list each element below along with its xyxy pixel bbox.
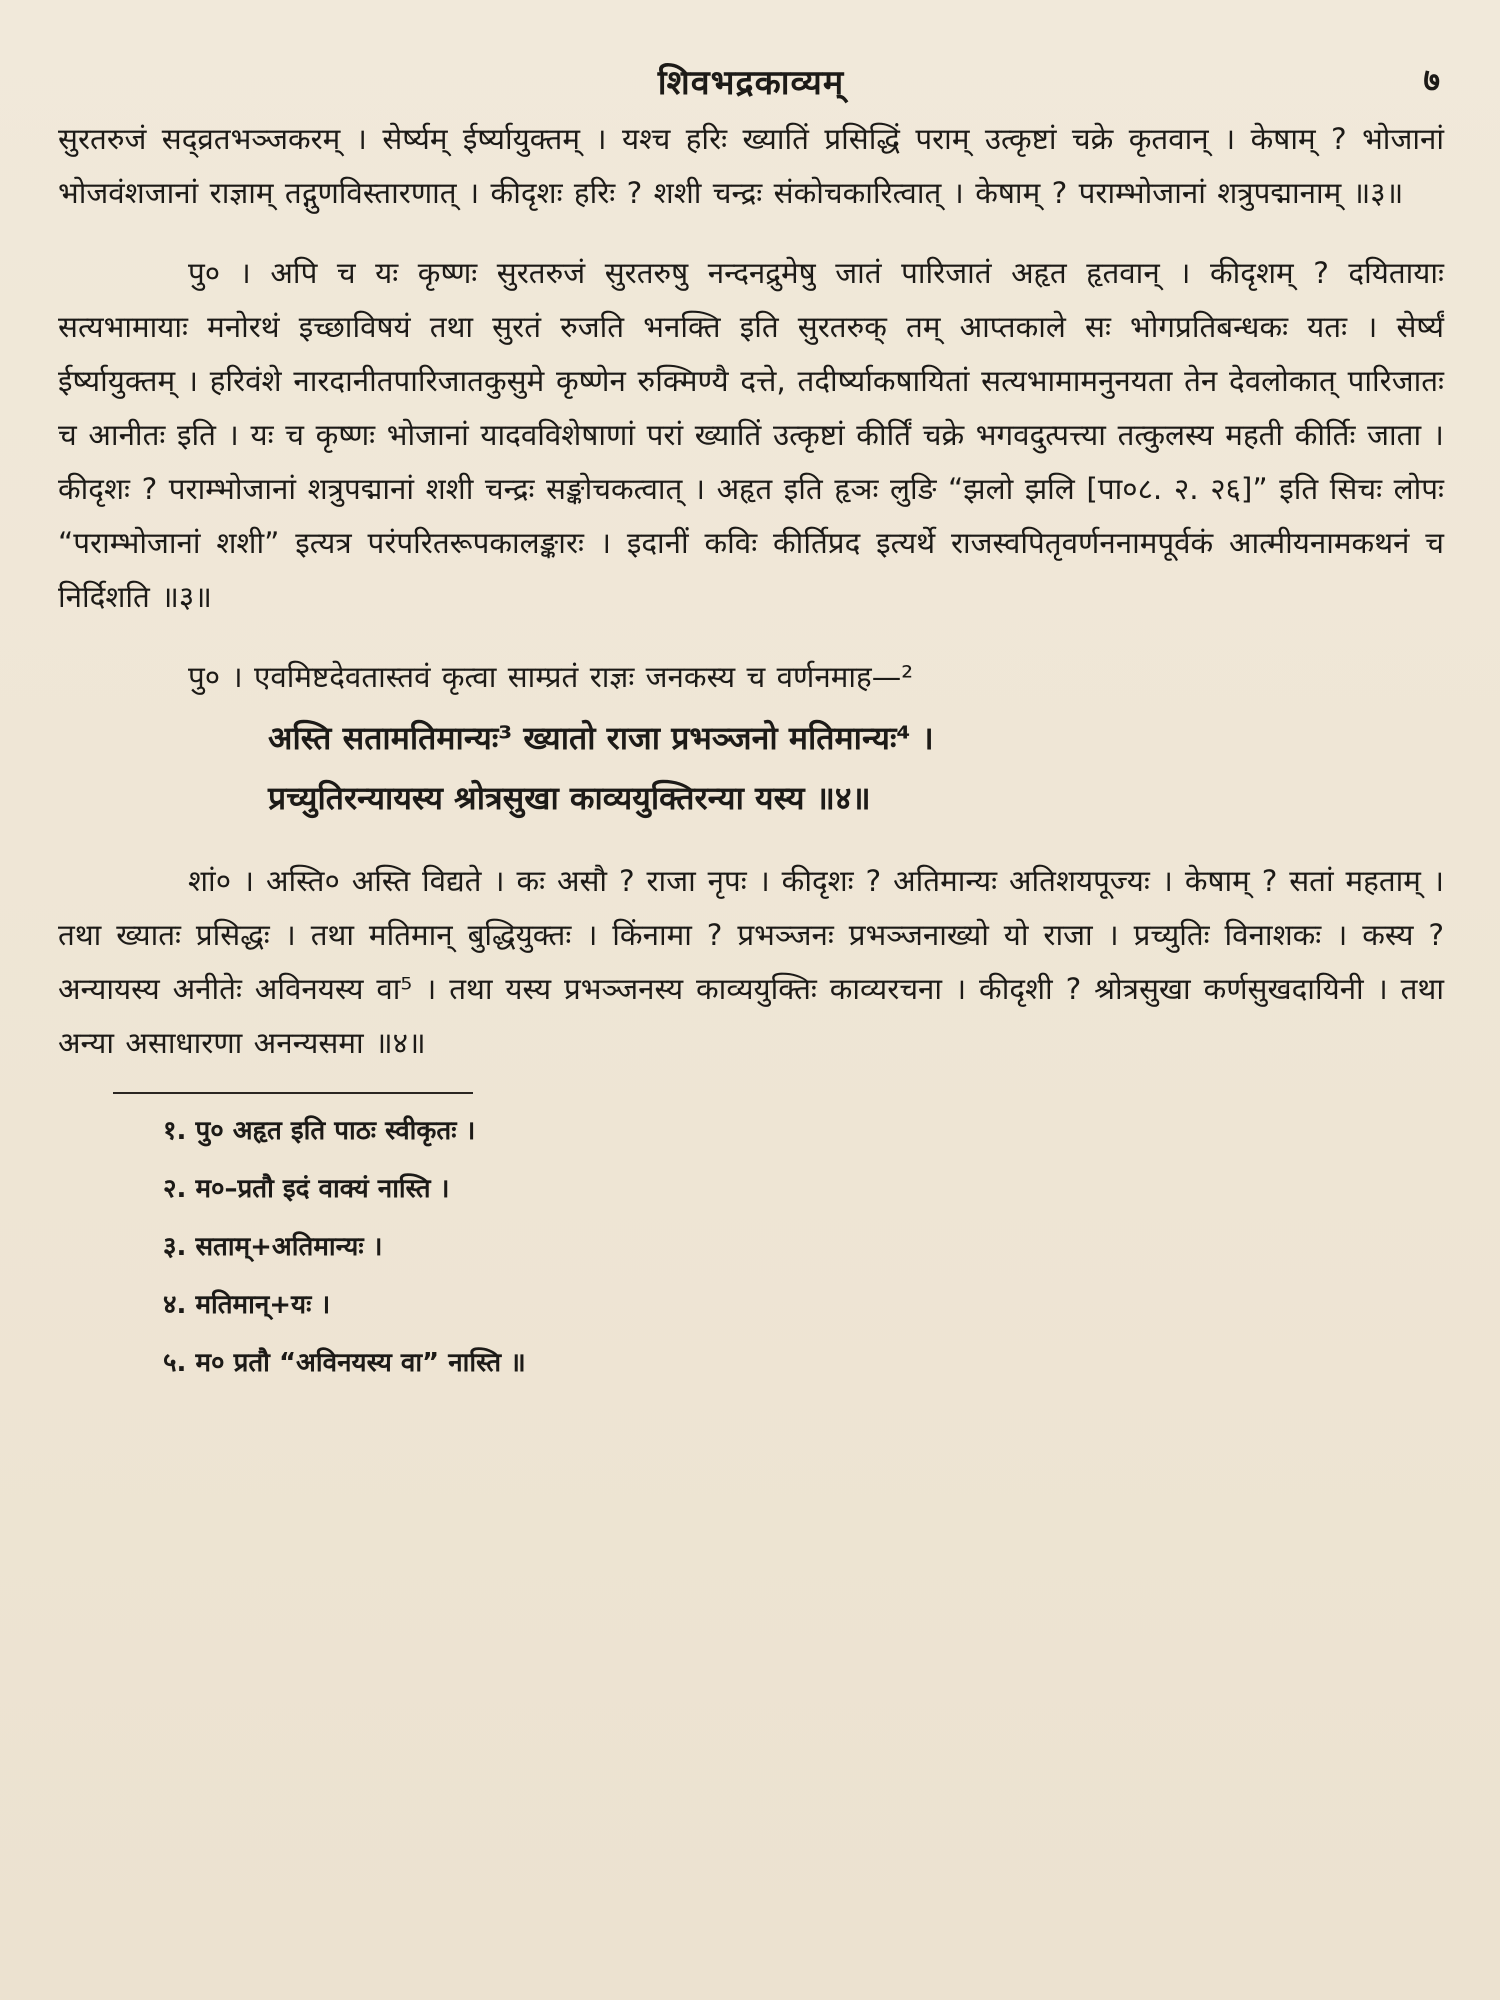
footnote-3: ३. सताम्+अतिमान्यः । (163, 1232, 383, 1262)
footnote-2: २. म०–प्रतौ इदं वाक्यं नास्ति । (163, 1174, 450, 1204)
footnotes (58, 1102, 1444, 1392)
verse-line-1: अस्ति सतामतिमान्यः³ ख्यातो राजा प्रभञ्जनो मतिमान्यः⁴ । (268, 719, 934, 757)
page-header (58, 52, 1444, 112)
footnote-divider (113, 1092, 473, 1094)
commentary-paragraph: शां० । अस्ति० अस्ति विद्यते । कः असौ ? राजा नृपः । कीदृशः ? अतिमान्यः अतिशयपूज्यः । केषाम् ? सतां महताम् । तथा ख्यातः प्रसिद्धः । तथा मतिमान् बुद्धियुक्तः । किंनामा ? प्रभञ्जनः प्रभञ्जनाख्यो यो राजा । प्रच्युतिः विनाशकः । कस्य ? अन्यायस्य अनीतेः अविनयस्य वा⁵ । तथा यस्य प्रभञ्जनस्य काव्ययुक्तिः काव्यरचना । कीदृशी ? श्रोत्रसुखा कर्णसुखदायिनी । तथा अन्या असाधारणा अनन्यसमा ॥४॥ (58, 864, 1444, 1060)
running-title: शिवभद्रकाव्यम् (657, 63, 845, 103)
paragraph-1: सुरतरुजं सद्व्रतभञ्जकरम् । सेर्ष्यम् ईर्ष्यायुक्तम् । यश्च हरिः ख्यातिं प्रसिद्धिं पराम् उत्कृष्टां चक्रे कृतवान् । केषाम् ? भोजानां भोजवंशजानां राज्ञाम् तद्गुणविस्तारणात् । कीदृशः हरिः ? शशी चन्द्रः संकोचकारित्वात् । केषाम् ? पराम्भोजानां शत्रुपद्मानाम् ॥३॥ (58, 122, 1444, 210)
paragraph-3: पु० । एवमिष्टदेवतास्तवं कृत्वा साम्प्रतं राज्ञः जनकस्य च वर्णनमाह—² (188, 660, 914, 694)
verse-line-2: प्रच्युतिरन्यायस्य श्रोत्रसुखा काव्ययुक्तिरन्या यस्य ॥४॥ (268, 779, 871, 817)
footnote-4: ४. मतिमान्+यः । (163, 1290, 331, 1320)
paragraph-2: पु० । अपि च यः कृष्णः सुरतरुजं सुरतरुषु नन्दनद्रुमेषु जातं पारिजातं अहृत हृतवान् । कीदृशम् ? दयितायाः सत्यभामायाः मनोरथं इच्छाविषयं तथा सुरतं रुजति भनक्ति इति सुरतरुक् तम् आप्तकाले सः भोगप्रतिबन्धकः यतः । सेर्ष्यं ईर्ष्यायुक्तम् । हरिवंशे नारदानीतपारिजातकुसुमे कृष्णेन रुक्मिण्यै दत्ते, तदीर्ष्याकषायितां सत्यभामामनुनयता तेन देवलोकात् पारिजातः च आनीतः इति । यः च कृष्णः भोजानां यादवविशेषाणां परां ख्यातिं उत्कृष्टां कीर्तिं चक्रे भगवदुत्पत्त्या तत्कुलस्य महती कीर्तिः जाता । कीदृशः ? पराम्भोजानां शत्रुपद्मानां शशी चन्द्रः सङ्कोचकत्वात् । अहृत इति हृञः लुङि “झलो झलि [पा०८. २. २६]” इति सिचः लोपः “पराम्भोजानां शशी” इत्यत्र परंपरितरूपकालङ्कारः । इदानीं कविः कीर्तिप्रद इत्यर्थे राजस्वपितृवर्णननामपूर्वकं आत्मीयनामकथनं च निर्दिशति ॥३॥ (58, 256, 1444, 614)
footnote-5: ५. म० प्रतौ “अविनयस्य वा” नास्ति ॥ (163, 1348, 526, 1378)
page-number: ७ (1423, 61, 1440, 99)
footnote-1: १. पु० अहृत इति पाठः स्वीकृतः । (163, 1116, 476, 1146)
